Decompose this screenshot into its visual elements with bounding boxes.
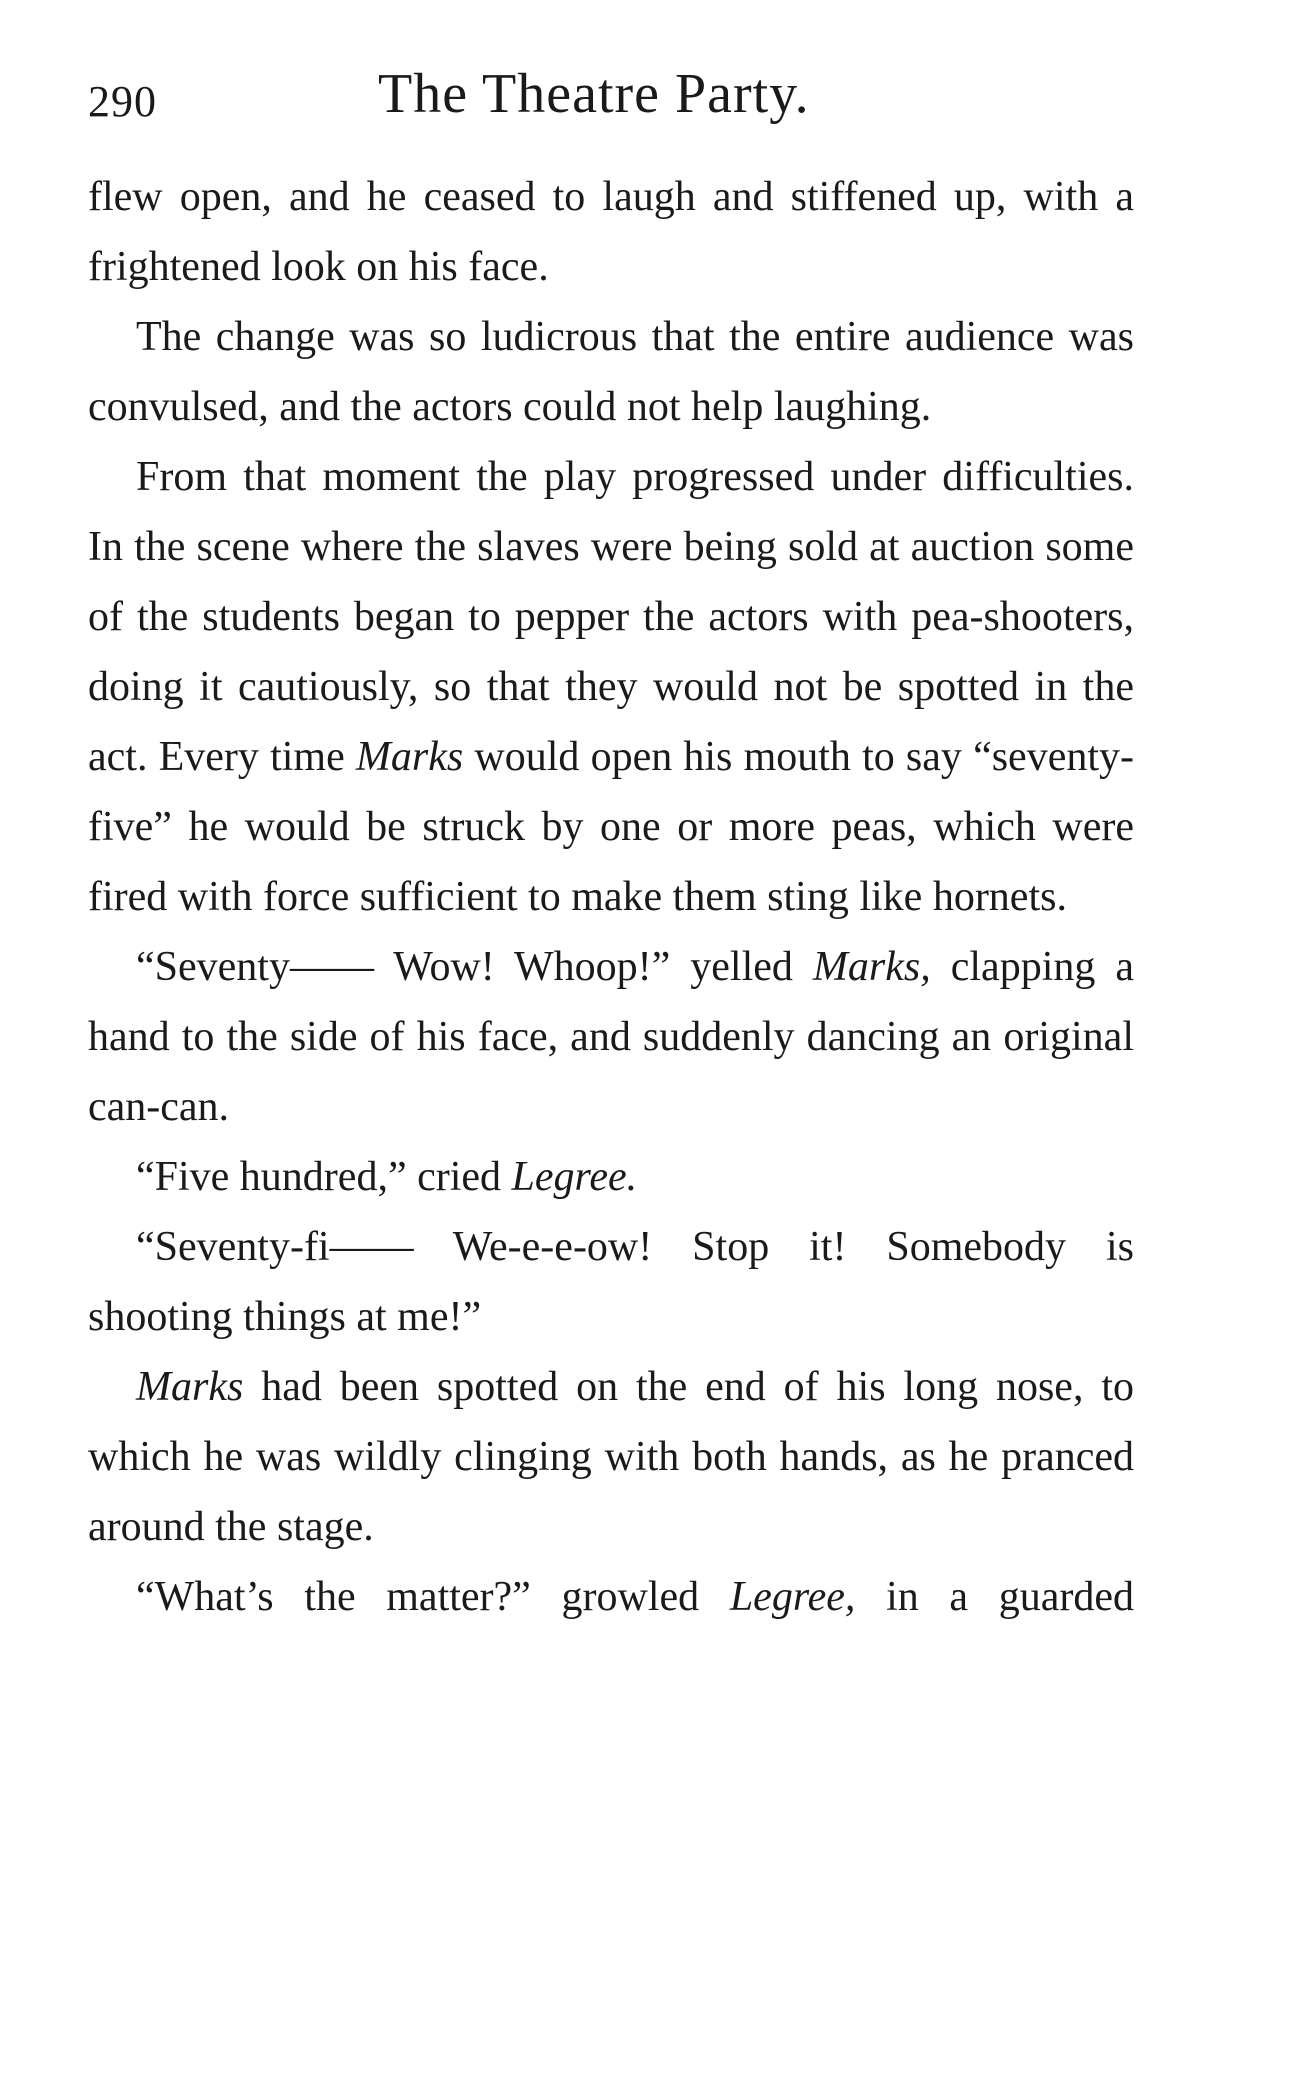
paragraph xyxy=(88,932,1134,1142)
text-run: would open his mouth to say “seventy-five” he would be struck by one or more peas, which were fired with force sufficient to make them sting like hornets. xyxy=(88,734,1134,920)
paragraph xyxy=(88,162,1134,302)
text-run: “Seventy-fi—— We-e-e-ow! Stop it! Somebody is shooting things at me!” xyxy=(88,1224,1134,1340)
running-head xyxy=(88,62,1132,142)
text-run: “What’s the matter?” growled xyxy=(136,1574,730,1620)
text-run: From that moment the play progressed under difficulties. In the scene where the slaves were being sold at auction some of the students began to pepper the actors with pea-shooters, doing it cautiously, so that they would not be spotted in the act. Every time xyxy=(88,454,1134,780)
body-text xyxy=(88,162,1134,1632)
paragraph xyxy=(88,1142,1134,1212)
text-run: “Seventy—— Wow! Whoop!” yelled xyxy=(136,944,813,990)
page-number: 290 xyxy=(88,77,157,126)
text-run: clapping a hand to the side of his face, and suddenly dancing an original can-can. xyxy=(88,944,1135,1130)
character-name: Marks xyxy=(355,734,464,780)
running-title: The Theatre Party. xyxy=(378,63,810,125)
character-name: Marks, xyxy=(812,944,931,990)
paragraph xyxy=(88,1212,1134,1352)
character-name: Legree. xyxy=(511,1154,638,1200)
text-run: flew open, and he ceased to laugh and stiffened up, with a frightened look on his face. xyxy=(88,174,1134,290)
paragraph xyxy=(88,302,1134,442)
text-run: “Five hundred,” cried xyxy=(136,1154,512,1200)
character-name: Marks xyxy=(136,1364,244,1410)
paragraph xyxy=(88,1562,1134,1632)
character-name: Legree, xyxy=(729,1574,856,1620)
text-run: The change was so ludicrous that the entire audience was convulsed, and the actors could not help laughing. xyxy=(88,314,1134,430)
text-run: had been spotted on the end of his long nose, to which he was wildly clinging with both hands, as he pranced around the stage. xyxy=(88,1364,1134,1550)
paragraph xyxy=(88,1352,1134,1562)
text-run: in a guarded xyxy=(855,1574,1134,1620)
paragraph xyxy=(88,442,1134,932)
